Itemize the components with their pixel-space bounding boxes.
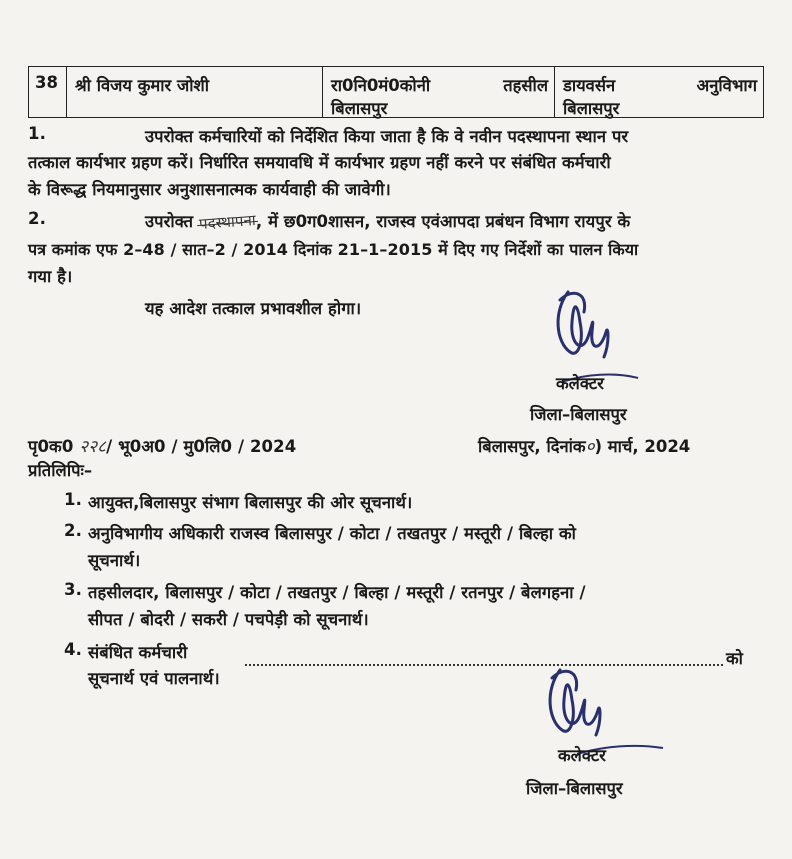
copy-4-trailing: को: [726, 649, 743, 668]
current-post-line2: बिलासपुर: [331, 99, 388, 118]
posting-table-row: [28, 66, 764, 118]
place-date-end: ) मार्च, 2024: [594, 437, 691, 456]
para1-line1: उपरोक्त कर्मचारियों को निर्देशित किया जाता है कि वे नवीन पदस्थापना स्थान पर: [145, 127, 629, 146]
new-post-cell: [555, 67, 763, 117]
struck-word: पदस्थापना: [198, 211, 257, 233]
copy-2-number: 2.: [64, 521, 82, 540]
copy-3-number: 3.: [64, 580, 82, 599]
employee-name-cell: श्री विजय कुमार जोशी: [67, 67, 323, 117]
copy-3-line1: तहसीलदार, बिलासपुर / कोटा / तखतपुर / बिल्हा / मस्तूरी / रतनपुर / बेलगहना /: [88, 583, 586, 602]
copy-1-line1: आयुक्त,बिलासपुर संभाग बिलासपुर की ओर सूचनार्थ।: [88, 493, 413, 512]
copy-3-line2: सीपत / बोदरी / सकरी / पचपेड़ी को सूचनार्थ।: [88, 610, 369, 629]
para2-line3: गया है।: [28, 267, 73, 286]
para2-line1-start: उपरोक्त: [145, 212, 194, 231]
current-post-cell: [323, 67, 555, 117]
place-date-start: बिलासपुर, दिनांक: [478, 437, 586, 456]
ref-handwritten-number: २२८: [79, 437, 107, 457]
signature-2-office: जिला–बिलासपुर: [526, 779, 623, 798]
signature-2-title: कलेक्टर: [558, 746, 606, 765]
para1-line3: के विरूद्ध नियमानुसार अनुशासनात्मक कार्यवाही की जावेगी।: [28, 180, 391, 199]
current-post-line1-right: तहसील: [503, 76, 548, 95]
signature-2-mark: [540, 660, 622, 752]
para2-line1: [145, 209, 630, 232]
copy-heading: प्रतिलिपिः–: [28, 461, 93, 480]
copy-1-number: 1.: [64, 490, 82, 509]
ref-prefix: पृ0क0: [28, 437, 74, 456]
place-date: [478, 434, 690, 457]
blank-fill-line: [245, 664, 723, 666]
new-post-line1-left: डायवर्सन: [563, 76, 616, 95]
copy-2-line2: सूचनार्थ।: [88, 551, 141, 570]
reference-number: [28, 434, 296, 457]
para2-line1-end: , में छ0ग0शासन, राजस्व एवंआपदा प्रबंधन विभाग रायपुर के: [255, 212, 631, 231]
date-handwritten: ०: [585, 437, 595, 457]
copy-4-line2: सूचनार्थ एवं पालनार्थ।: [88, 669, 220, 688]
ref-suffix: / भू0अ0 / मु0लि0 / 2024: [106, 437, 297, 456]
effect-line: यह आदेश तत्काल प्रभावशील होगा।: [145, 299, 362, 318]
para1-line2: तत्काल कार्यभार ग्रहण करें। निर्धारित समयावधि में कार्यभार ग्रहण नहीं करने पर संबंधित कर्मचारी: [28, 153, 611, 172]
signature-1-office: जिला–बिलासपुर: [530, 405, 627, 424]
new-post-line1-right: अनुविभाग: [696, 76, 757, 95]
copy-2-line1: अनुविभागीय अधिकारी राजस्व बिलासपुर / कोटा / तखतपुर / मस्तूरी / बिल्हा को: [88, 524, 576, 543]
para1-number: 1.: [28, 124, 46, 143]
current-post-line1-left: रा0नि0मं0कोनी: [331, 76, 431, 95]
copy-4-number: 4.: [64, 640, 82, 659]
signature-1-mark: [548, 282, 628, 374]
signature-1-title: कलेक्टर: [556, 374, 604, 393]
copy-4-line1: संबंधित कर्मचारी: [88, 643, 188, 662]
serial-cell: 38: [29, 67, 67, 117]
para2-number: 2.: [28, 209, 46, 228]
para2-line2: पत्र कमांक एफ 2–48 / सात–2 / 2014 दिनांक 21–1–2015 में दिए गए निर्देशों का पालन किया: [28, 240, 639, 259]
new-post-line2: बिलासपुर: [563, 99, 620, 118]
